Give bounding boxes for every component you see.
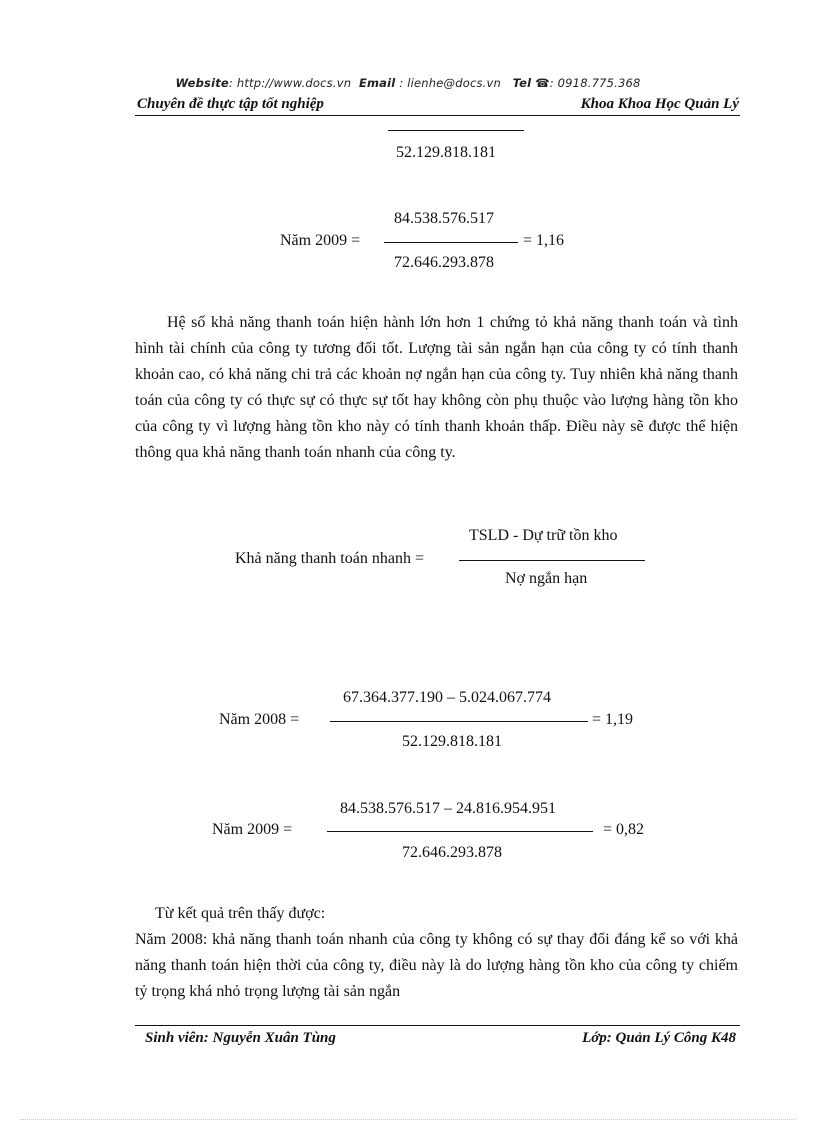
website-label: Website: [175, 76, 229, 90]
body-paragraph: [135, 310, 738, 466]
website-url[interactable]: : http://www.docs.vn: [228, 76, 352, 90]
equation-label: Năm 2008 =: [219, 711, 300, 728]
email-label: Email: [358, 76, 396, 90]
fraction-denominator: 52.129.818.181: [402, 733, 502, 750]
equation-result: = 1,16: [523, 232, 565, 249]
fraction-bar: [459, 560, 645, 561]
email-value[interactable]: : lienhe@docs.vn: [399, 76, 502, 90]
footer-student: Sinh viên: Nguyễn Xuân Tùng: [145, 1030, 336, 1046]
website-header-line: [0, 76, 816, 90]
formula-numerator: TSLD - Dự trữ tồn kho: [469, 527, 618, 544]
footer-rule: [135, 1025, 740, 1026]
fraction-numerator: 84.538.576.517 – 24.816.954.951: [340, 800, 556, 817]
page-edge-divider: [20, 1119, 796, 1120]
header-rule: [135, 115, 740, 116]
equation-label: Năm 2009 =: [280, 232, 361, 249]
fraction-bar: [330, 721, 588, 722]
tel-value: : 0918.775.368: [549, 76, 641, 90]
footer-class: Lớp: Quản Lý Công K48: [582, 1030, 736, 1046]
equation-label: Năm 2009 =: [212, 821, 293, 838]
header-right-title: Khoa Khoa Học Quản Lý: [580, 96, 739, 112]
header-left-title: Chuyên đề thực tập tốt nghiệp: [137, 96, 324, 112]
fraction-numerator: 84.538.576.517: [394, 210, 494, 227]
conclusion-intro-text: Từ kết quả trên thấy được:: [155, 905, 326, 922]
fraction-denominator: 72.646.293.878: [394, 254, 494, 271]
fraction-numerator: 67.364.377.190 – 5.024.067.774: [343, 689, 551, 706]
equation-result: = 1,19: [592, 711, 634, 728]
conclusion-intro: [135, 901, 738, 927]
tel-label: Tel: [512, 76, 532, 90]
phone-icon: ☎: [535, 76, 550, 90]
formula-label: Khả năng thanh toán nhanh =: [235, 550, 424, 567]
fraction-denominator: 52.129.818.181: [396, 144, 496, 161]
formula-denominator: Nợ ngắn hạn: [505, 570, 588, 587]
fraction-bar: [388, 130, 524, 131]
fraction-bar: [384, 242, 518, 243]
conclusion-2008: Năm 2008: khả năng thanh toán nhanh của công ty không có sự thay đổi đáng kể so với khả năng thanh toán hiện thời của công ty, điều này là do lượng hàng tồn kho của công ty chiếm tỷ trọng khá nhỏ trọng lượng tài sản ngắn: [135, 931, 738, 1000]
paragraph-text: Hệ số khả năng thanh toán hiện hành lớn hơn 1 chứng tỏ khả năng thanh toán và tình hình tài chính của công ty tương đối tốt. Lượng tài sản ngắn hạn của công ty có tính thanh khoản cao, có khả năng chi trả các khoản nợ ngắn hạn của công ty. Tuy nhiên khả năng thanh toán của công ty có thực sự có thực sự tốt hay không còn phụ thuộc vào lượng hàng tồn kho của công ty vì lượng hàng tồn kho này có tính thanh khoản thấp. Điều này sẽ được thể hiện thông qua khả năng thanh toán nhanh của công ty.: [135, 314, 738, 461]
fraction-bar: [327, 831, 593, 832]
equation-result: = 0,82: [603, 821, 645, 838]
fraction-denominator: 72.646.293.878: [402, 844, 502, 861]
